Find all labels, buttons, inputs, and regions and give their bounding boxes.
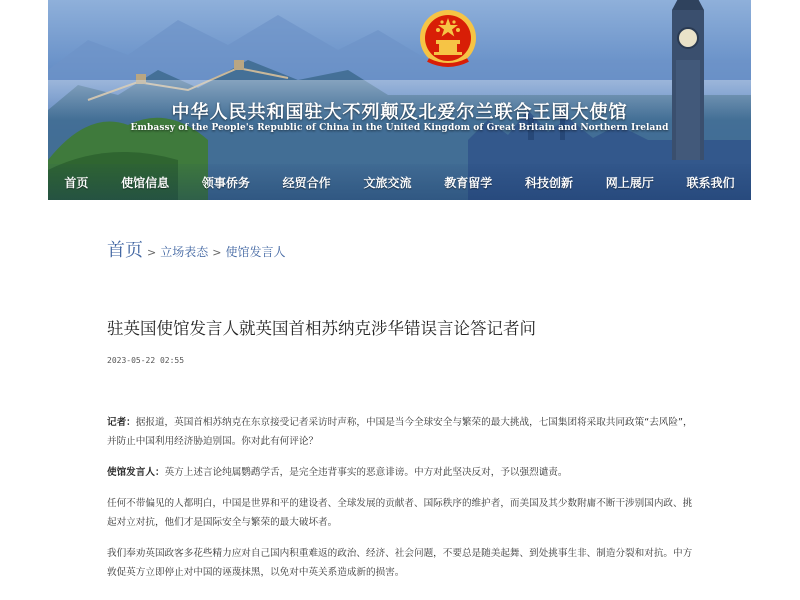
paragraph-text: 任何不带偏见的人都明白，中国是世界和平的建设者、全球发展的贡献者、国际秩序的维护者，而美国及其少数附庸不断干涉别国内政、挑起对立对抗，他们才是国际安全与繁荣的最大破坏者。 — [107, 498, 693, 528]
breadcrumb — [107, 236, 285, 262]
article-date: 2023-05-22 02:55 — [107, 356, 185, 365]
article-paragraph — [107, 463, 697, 482]
nav-item-online-exhibition[interactable]: 网上展厅 — [605, 175, 654, 190]
national-emblem-icon — [418, 8, 478, 70]
nav-item-home[interactable]: 首页 — [64, 175, 89, 190]
paragraph-text: 据报道，英国首相苏纳克在东京接受记者采访时声称，中国是当今全球安全与繁荣的最大挑战，七国集团将采取共同政策“去风险”，并防止中国利用经济胁迫别国。你对此有何评论？ — [107, 417, 693, 447]
breadcrumb-home-link[interactable]: 首页 — [107, 240, 143, 261]
nav-item-contact[interactable]: 联系我们 — [686, 175, 735, 190]
breadcrumb-link-spokesperson[interactable]: 使馆发言人 — [225, 245, 286, 259]
site-title-en: Embassy of the People's Republic of China in the United Kingdom of Great Britain and Northern Ireland — [130, 123, 669, 133]
breadcrumb-separator: > — [147, 246, 157, 259]
article-paragraph — [107, 494, 697, 532]
article-paragraph — [107, 544, 697, 582]
paragraph-text: 英方上述言论纯属鹦鹉学舌，是完全违背事实的恶意诽谤。中方对此坚决反对，予以强烈谴责。 — [164, 467, 568, 478]
site-header-banner — [48, 0, 751, 200]
nav-item-embassy-info[interactable]: 使馆信息 — [121, 175, 170, 190]
article-paragraph — [107, 413, 697, 451]
site-title-cn: 中华人民共和国驻大不列颠及北爱尔兰联合王国大使馆 — [171, 102, 628, 123]
speaker-label: 记者： — [107, 417, 136, 428]
nav-item-education[interactable]: 教育留学 — [444, 175, 493, 190]
nav-item-culture[interactable]: 文旅交流 — [363, 175, 412, 190]
nav-item-trade[interactable]: 经贸合作 — [282, 175, 331, 190]
speaker-label: 使馆发言人： — [107, 467, 165, 478]
main-nav — [48, 164, 751, 200]
article-title: 驻英国使馆发言人就英国首相苏纳克涉华错误言论答记者问 — [107, 319, 536, 338]
breadcrumb-link-position[interactable]: 立场表态 — [160, 245, 209, 259]
paragraph-text: 我们奉劝英国政客多花些精力应对自己国内积重难返的政治、经济、社会问题，不要总是随美起舞、到处挑事生非、制造分裂和对抗。中方敦促英方立即停止对中国的诬蔑抹黑，以免对中英关系造成新的损害。 — [107, 548, 693, 578]
breadcrumb-separator: > — [212, 246, 222, 259]
nav-item-consular[interactable]: 领事侨务 — [201, 175, 250, 190]
nav-item-science[interactable]: 科技创新 — [524, 175, 573, 190]
